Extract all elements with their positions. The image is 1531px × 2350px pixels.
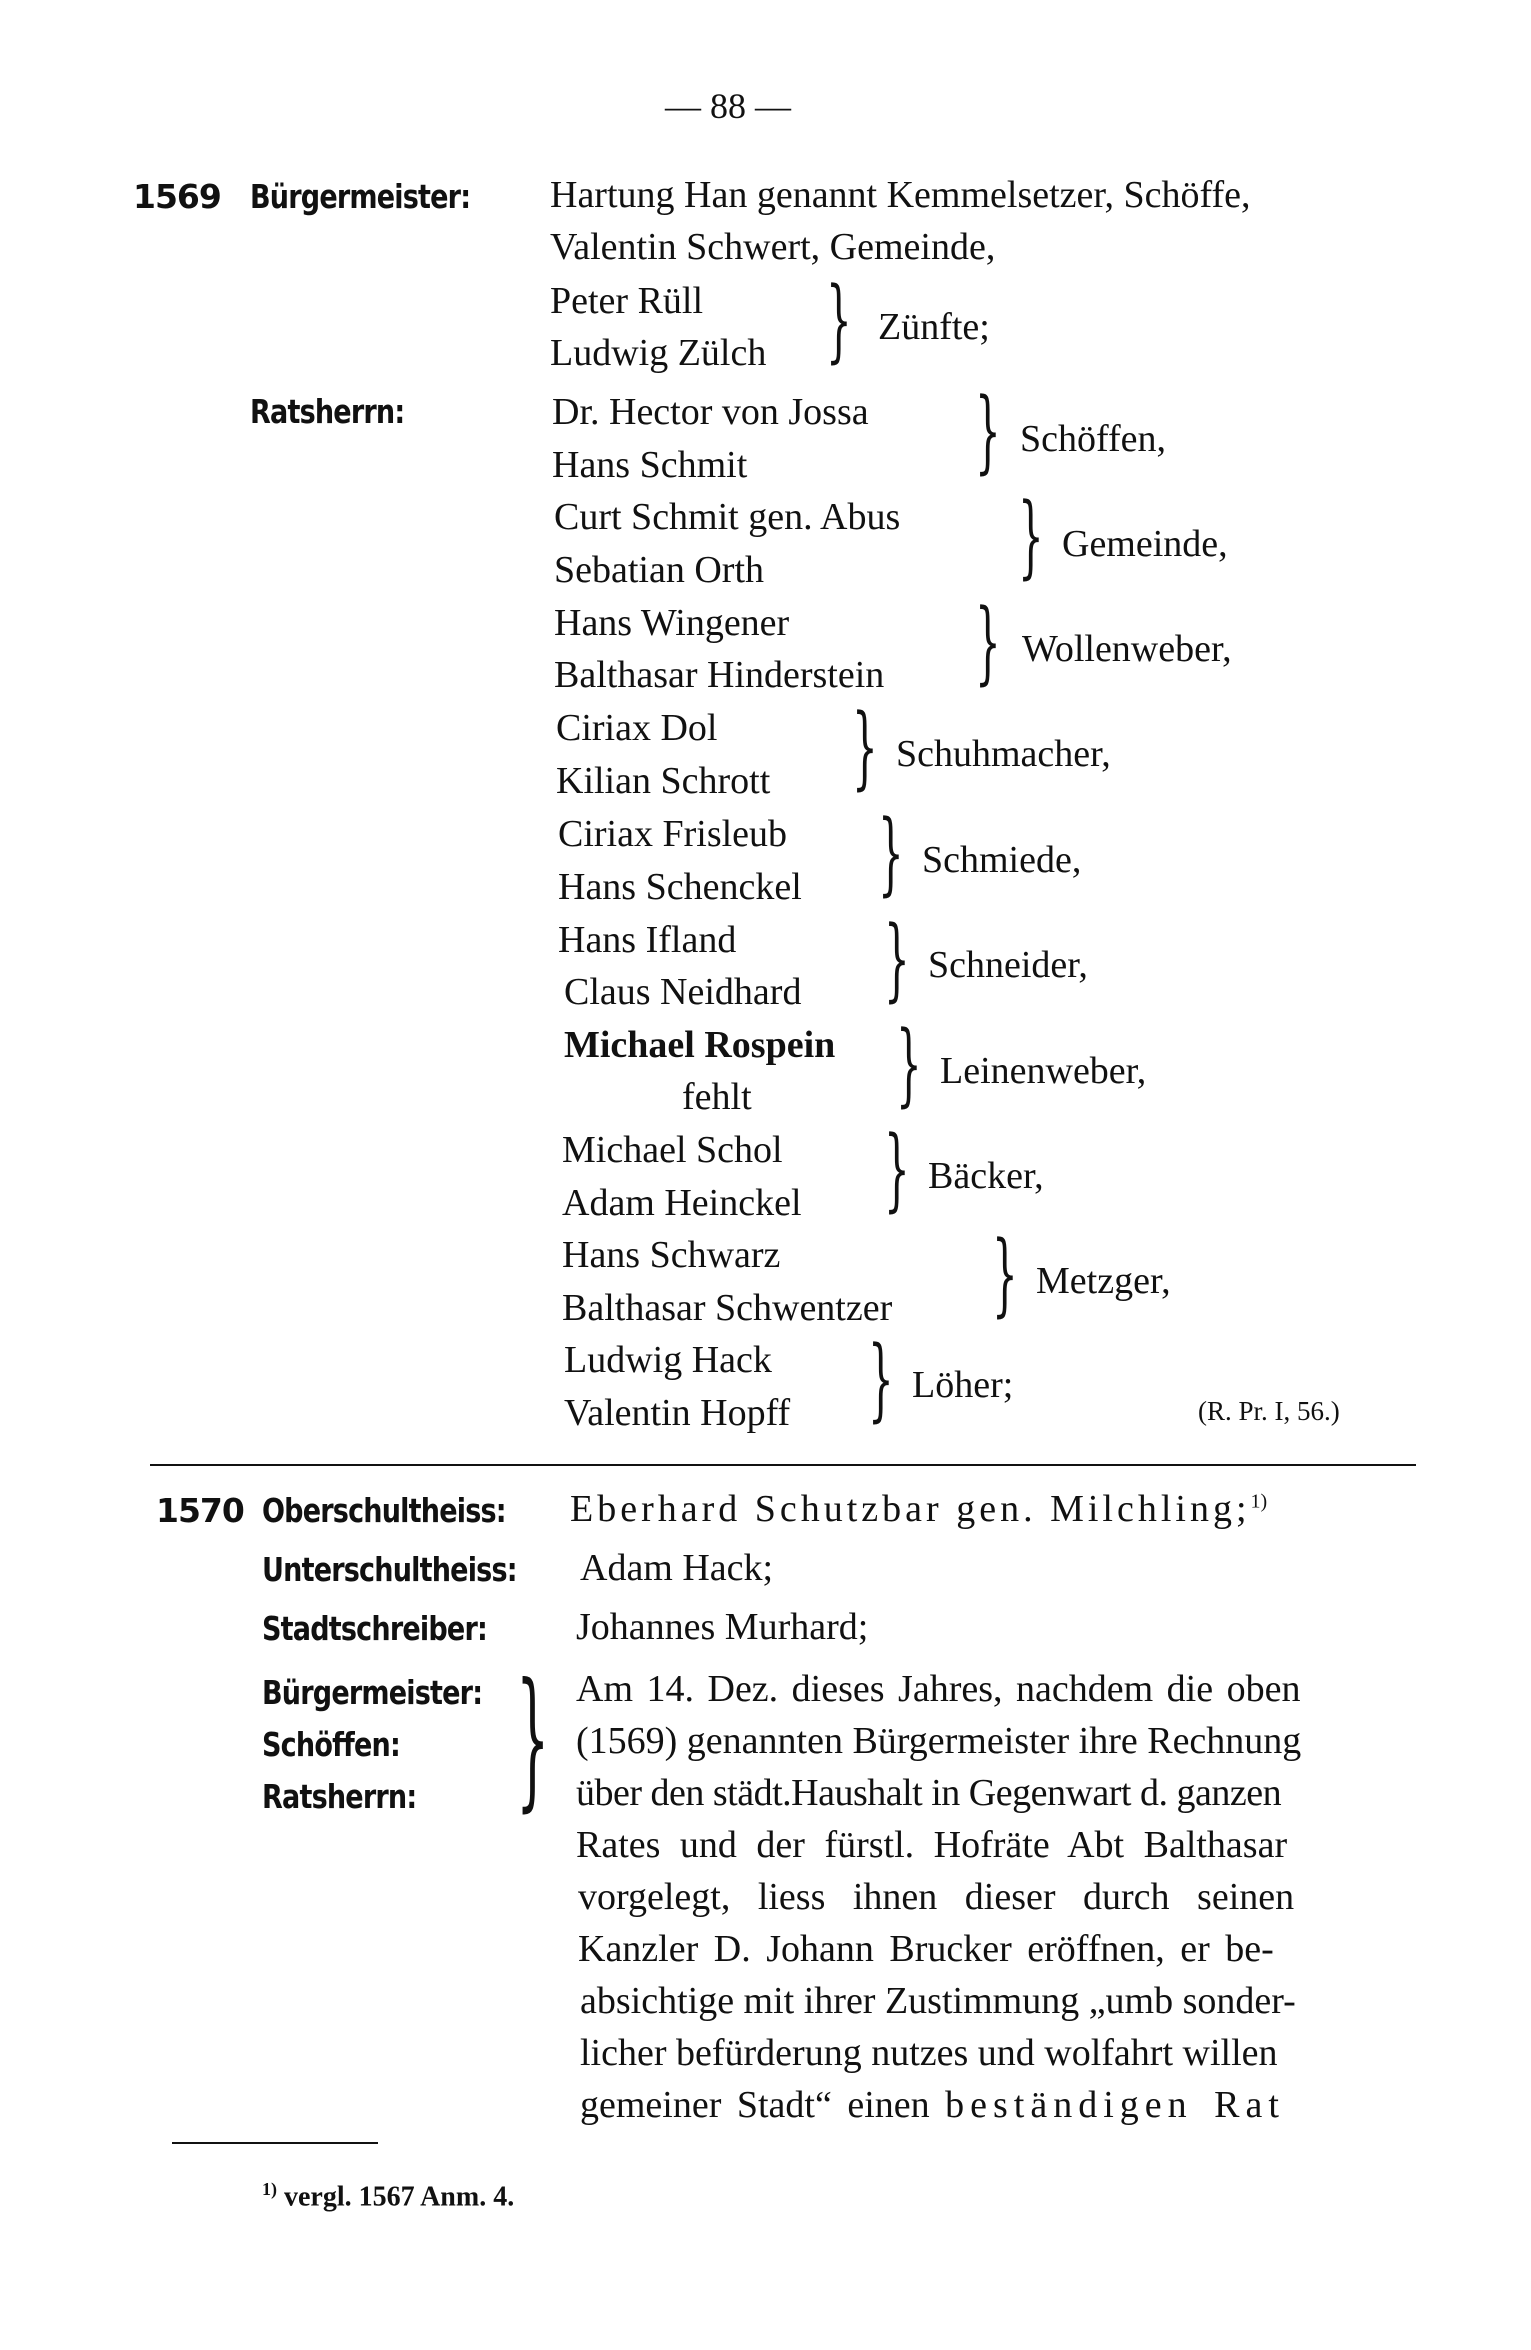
group-label-schoeffen: Schöffen: [262,1725,400,1764]
ratsherr-name: Ciriax Frisleub [558,813,788,855]
paragraph-line: Kanzler D. Johann Brucker eröffnen, er be- [578,1928,1274,1970]
brace-icon: } [868,1327,894,1432]
group-label-buergermeister: Bürgermeister: [262,1673,483,1712]
ratsherr-name: Valentin Hopff [564,1392,791,1434]
brace-icon: } [896,1012,922,1117]
footnote-marker: 1) [262,2179,277,2199]
brace-icon: } [975,590,1001,695]
ratsherr-role: Schuhmacher, [896,733,1111,775]
year-1569: 1569 [133,177,221,216]
paragraph-line: (1569) genannten Bürgermeister ihre Rechnung [576,1720,1302,1762]
ratsherr-name: Ciriax Dol [556,707,718,749]
stadtschreiber-value: Johannes Murhard; [576,1606,869,1648]
paragraph-line: Rates und der fürstl. Hofräte Abt Balthasar [576,1824,1288,1866]
ratsherr-name: Curt Schmit gen. Abus [554,496,901,538]
ratsherr-role: Gemeinde, [1062,523,1228,565]
ratsherr-name: Dr. Hector von Jossa [552,391,869,433]
ratsherr-name: Hans Ifland [558,919,737,961]
ratsherr-name: Michael Schol [562,1129,783,1171]
ratsherr-name: Kilian Schrott [556,760,771,802]
ratsherr-role: Metzger, [1036,1260,1171,1302]
brace-icon: } [516,1652,550,1826]
page-number: — 88 — [665,86,791,126]
brace-icon: } [884,907,910,1012]
paragraph-line: über den städt.Haushalt in Gegenwart d. ganzen [576,1772,1282,1814]
ratsherr-role: Bäcker, [928,1155,1044,1197]
brace-icon: } [975,379,1001,484]
ratsherr-name: Hans Schwarz [562,1234,781,1276]
ratsherr-role: Schmiede, [922,839,1082,881]
buergermeister-label-1569: Bürgermeister: [250,177,471,216]
ratsherr-role: Schneider, [928,944,1088,986]
paragraph-line: licher befürderung nutzes und wolfahrt willen [580,2032,1278,2074]
ratsherr-role: Leinenweber, [940,1050,1147,1092]
ratsherr-role: Schöffen, [1020,418,1166,460]
oberschultheiss-label: Oberschultheiss: [262,1491,506,1530]
ratsherr-role: Wollenweber, [1022,628,1232,670]
zuenfte-name-2: Ludwig Zülch [550,332,767,374]
buergermeister-line-1: Hartung Han genannt Kemmelsetzer, Schöffe, [550,174,1251,216]
brace-icon: } [884,1117,910,1222]
ratsherr-name: Michael Rospein [564,1024,836,1066]
brace-icon: } [852,695,878,800]
ratsherr-name: Hans Wingener [554,602,790,644]
oberschultheiss-value: Eberhard Schutzbar gen. Milchling;$^{1)}$ [570,1488,1268,1530]
zuenfte-role: Zünfte; [878,306,990,348]
section-divider [150,1464,1416,1466]
paragraph-line: absichtige mit ihrer Zustimmung „umb sonder- [580,1980,1296,2022]
ratsherr-name: Balthasar Hinderstein [554,654,885,696]
group-label-ratsherrn: Ratsherrn: [262,1777,417,1816]
brace-icon: } [826,268,852,373]
unterschultheiss-label: Unterschultheiss: [262,1550,517,1589]
year-1570: 1570 [156,1491,244,1530]
paragraph-line: Am 14. Dez. dieses Jahres, nachdem die oben [576,1668,1301,1710]
stadtschreiber-label: Stadtschreiber: [262,1609,487,1648]
ratsherr-name: Sebatian Orth [554,549,765,591]
ratsherr-name: Claus Neidhard [564,971,802,1013]
footnote-marker: 1) [1250,1490,1268,1513]
paragraph-line-last: gemeiner Stadt“ einen beständigen Rat [580,2084,1285,2126]
ratsherr-name: Adam Heinckel [562,1182,802,1224]
brace-icon: } [878,801,904,906]
footnote-divider [172,2142,378,2144]
buergermeister-line-2: Valentin Schwert, Gemeinde, [550,226,996,268]
paragraph-line: vorgelegt, liess ihnen dieser durch seinen [578,1876,1295,1918]
zuenfte-name-1: Peter Rüll [550,280,704,322]
ratsherr-name: Hans Schmit [552,444,748,486]
ratsherr-name: fehlt [682,1076,752,1118]
ratsherr-name: Balthasar Schwentzer [562,1287,893,1329]
ratsherr-name: Hans Schenckel [558,866,802,908]
ratsherrn-label-1569: Ratsherrn: [250,392,405,431]
ratsherr-name: Ludwig Hack [564,1339,772,1381]
source-reference: (R. Pr. I, 56.) [1198,1396,1340,1426]
brace-icon: } [1018,484,1044,589]
ratsherr-role: Löher; [912,1364,1014,1406]
brace-icon: } [992,1222,1018,1327]
unterschultheiss-value: Adam Hack; [580,1547,774,1589]
footnote: $^{1)}$ vergl. 1567 Anm. 4. [262,2179,515,2213]
